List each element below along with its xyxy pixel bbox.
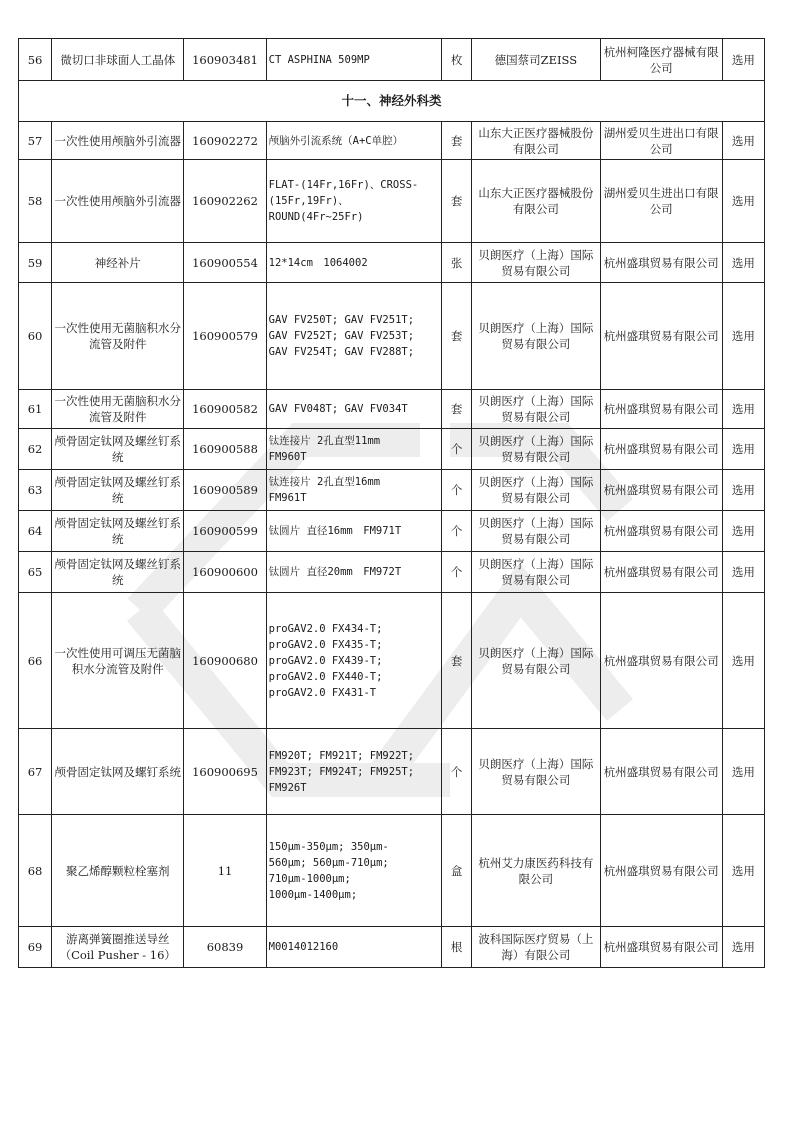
cell-maker: 贝朗医疗（上海）国际贸易有限公司 bbox=[472, 429, 600, 470]
cell-spec: proGAV2.0 FX434-T; proGAV2.0 FX435-T; proGAV2.0 FX439-T; proGAV2.0 FX440-T; proGAV2.0 FX431-T bbox=[266, 593, 441, 729]
table-row bbox=[19, 283, 765, 390]
cell-name: 颅骨固定钛网及螺丝钉系统 bbox=[52, 470, 184, 511]
section-title: 十一、神经外科类 bbox=[19, 81, 765, 122]
cell-maker: 贝朗医疗（上海）国际贸易有限公司 bbox=[472, 552, 600, 593]
table-row bbox=[19, 593, 765, 729]
table-row bbox=[19, 470, 765, 511]
cell-name: 聚乙烯醇颗粒栓塞剂 bbox=[52, 815, 184, 927]
cell-maker: 贝朗医疗（上海）国际贸易有限公司 bbox=[472, 470, 600, 511]
cell-maker: 贝朗医疗（上海）国际贸易有限公司 bbox=[472, 283, 600, 390]
cell-no: 68 bbox=[19, 815, 52, 927]
cell-code: 160902272 bbox=[184, 122, 266, 160]
cell-unit: 个 bbox=[442, 511, 472, 552]
cell-maker: 波科国际医疗贸易（上海）有限公司 bbox=[472, 927, 600, 968]
cell-code: 160900599 bbox=[184, 511, 266, 552]
cell-code: 160900695 bbox=[184, 729, 266, 815]
cell-no: 57 bbox=[19, 122, 52, 160]
cell-spec: GAV FV250T; GAV FV251T; GAV FV252T; GAV FV253T; GAV FV254T; GAV FV288T; bbox=[266, 283, 441, 390]
cell-spec: 钛圆片 直径20mm FM972T bbox=[266, 552, 441, 593]
cell-spec: GAV FV048T; GAV FV034T bbox=[266, 390, 441, 429]
cell-maker: 德国蔡司ZEISS bbox=[472, 39, 600, 81]
cell-type: 选用 bbox=[722, 243, 764, 283]
cell-type: 选用 bbox=[722, 390, 764, 429]
cell-code: 160900579 bbox=[184, 283, 266, 390]
cell-name: 一次性使用颅脑外引流器 bbox=[52, 160, 184, 243]
cell-no: 56 bbox=[19, 39, 52, 81]
cell-type: 选用 bbox=[722, 552, 764, 593]
table-row bbox=[19, 390, 765, 429]
table-row bbox=[19, 815, 765, 927]
cell-type: 选用 bbox=[722, 470, 764, 511]
section-row bbox=[19, 81, 765, 122]
cell-spec: M0014012160 bbox=[266, 927, 441, 968]
cell-name: 一次性使用无菌脑积水分流管及附件 bbox=[52, 390, 184, 429]
cell-no: 61 bbox=[19, 390, 52, 429]
consumables-table bbox=[18, 38, 765, 968]
cell-no: 67 bbox=[19, 729, 52, 815]
cell-spec: 钛圆片 直径16mm FM971T bbox=[266, 511, 441, 552]
cell-dist: 杭州盛琪贸易有限公司 bbox=[600, 593, 722, 729]
cell-maker: 贝朗医疗（上海）国际贸易有限公司 bbox=[472, 243, 600, 283]
cell-dist: 杭州盛琪贸易有限公司 bbox=[600, 243, 722, 283]
cell-spec: 钛连接片 2孔直型16mm FM961T bbox=[266, 470, 441, 511]
cell-unit: 套 bbox=[442, 122, 472, 160]
cell-name: 颅骨固定钛网及螺丝钉系统 bbox=[52, 511, 184, 552]
cell-code: 11 bbox=[184, 815, 266, 927]
cell-dist: 杭州盛琪贸易有限公司 bbox=[600, 511, 722, 552]
cell-maker: 贝朗医疗（上海）国际贸易有限公司 bbox=[472, 593, 600, 729]
cell-dist: 杭州盛琪贸易有限公司 bbox=[600, 552, 722, 593]
cell-dist: 杭州盛琪贸易有限公司 bbox=[600, 429, 722, 470]
cell-dist: 湖州爱贝生进出口有限公司 bbox=[600, 160, 722, 243]
cell-spec: 钛连接片 2孔直型11mm FM960T bbox=[266, 429, 441, 470]
cell-dist: 杭州盛琪贸易有限公司 bbox=[600, 729, 722, 815]
cell-dist: 杭州盛琪贸易有限公司 bbox=[600, 927, 722, 968]
table-row bbox=[19, 160, 765, 243]
cell-name: 一次性使用颅脑外引流器 bbox=[52, 122, 184, 160]
cell-spec: CT ASPHINA 509MP bbox=[266, 39, 441, 81]
cell-type: 选用 bbox=[722, 122, 764, 160]
cell-dist: 杭州盛琪贸易有限公司 bbox=[600, 283, 722, 390]
cell-type: 选用 bbox=[722, 39, 764, 81]
table-row bbox=[19, 122, 765, 160]
cell-unit: 套 bbox=[442, 390, 472, 429]
cell-no: 65 bbox=[19, 552, 52, 593]
cell-no: 64 bbox=[19, 511, 52, 552]
cell-maker: 贝朗医疗（上海）国际贸易有限公司 bbox=[472, 729, 600, 815]
cell-spec: 12*14cm 1064002 bbox=[266, 243, 441, 283]
cell-name: 游离弹簧圈推送导丝（Coil Pusher - 16） bbox=[52, 927, 184, 968]
cell-unit: 个 bbox=[442, 429, 472, 470]
table-row bbox=[19, 729, 765, 815]
cell-type: 选用 bbox=[722, 927, 764, 968]
cell-name: 颅骨固定钛网及螺丝钉系统 bbox=[52, 429, 184, 470]
cell-no: 60 bbox=[19, 283, 52, 390]
cell-dist: 杭州柯隆医疗器械有限公司 bbox=[600, 39, 722, 81]
cell-no: 69 bbox=[19, 927, 52, 968]
cell-no: 59 bbox=[19, 243, 52, 283]
cell-unit: 盒 bbox=[442, 815, 472, 927]
cell-unit: 根 bbox=[442, 927, 472, 968]
cell-type: 选用 bbox=[722, 429, 764, 470]
table-row bbox=[19, 927, 765, 968]
cell-maker: 山东大正医疗器械股份有限公司 bbox=[472, 122, 600, 160]
cell-name: 微切口非球面人工晶体 bbox=[52, 39, 184, 81]
cell-spec: 150μm-350μm; 350μm- 560μm; 560μm-710μm; 710μm-1000μm; 1000μm-1400μm; bbox=[266, 815, 441, 927]
cell-unit: 个 bbox=[442, 470, 472, 511]
cell-unit: 套 bbox=[442, 593, 472, 729]
table-row bbox=[19, 39, 765, 81]
cell-spec: 颅脑外引流系统（A+C单腔） bbox=[266, 122, 441, 160]
cell-unit: 套 bbox=[442, 283, 472, 390]
cell-code: 160900554 bbox=[184, 243, 266, 283]
cell-no: 63 bbox=[19, 470, 52, 511]
cell-unit: 个 bbox=[442, 729, 472, 815]
cell-no: 62 bbox=[19, 429, 52, 470]
cell-code: 60839 bbox=[184, 927, 266, 968]
cell-spec: FM920T; FM921T; FM922T; FM923T; FM924T; FM925T; FM926T bbox=[266, 729, 441, 815]
cell-type: 选用 bbox=[722, 593, 764, 729]
cell-unit: 套 bbox=[442, 160, 472, 243]
cell-type: 选用 bbox=[722, 283, 764, 390]
cell-code: 160900600 bbox=[184, 552, 266, 593]
cell-type: 选用 bbox=[722, 729, 764, 815]
cell-code: 160900589 bbox=[184, 470, 266, 511]
cell-dist: 杭州盛琪贸易有限公司 bbox=[600, 815, 722, 927]
cell-code: 160902262 bbox=[184, 160, 266, 243]
cell-unit: 张 bbox=[442, 243, 472, 283]
cell-unit: 个 bbox=[442, 552, 472, 593]
cell-maker: 杭州艾力康医药科技有限公司 bbox=[472, 815, 600, 927]
cell-code: 160900588 bbox=[184, 429, 266, 470]
cell-no: 66 bbox=[19, 593, 52, 729]
cell-no: 58 bbox=[19, 160, 52, 243]
cell-maker: 贝朗医疗（上海）国际贸易有限公司 bbox=[472, 390, 600, 429]
cell-name: 颅骨固定钛网及螺钉系统 bbox=[52, 729, 184, 815]
cell-type: 选用 bbox=[722, 815, 764, 927]
cell-code: 160900582 bbox=[184, 390, 266, 429]
table-row bbox=[19, 511, 765, 552]
cell-type: 选用 bbox=[722, 160, 764, 243]
cell-code: 160900680 bbox=[184, 593, 266, 729]
table-row bbox=[19, 429, 765, 470]
cell-unit: 枚 bbox=[442, 39, 472, 81]
cell-name: 颅骨固定钛网及螺丝钉系统 bbox=[52, 552, 184, 593]
cell-dist: 杭州盛琪贸易有限公司 bbox=[600, 390, 722, 429]
cell-type: 选用 bbox=[722, 511, 764, 552]
cell-dist: 杭州盛琪贸易有限公司 bbox=[600, 470, 722, 511]
cell-code: 160903481 bbox=[184, 39, 266, 81]
cell-name: 一次性使用无菌脑积水分流管及附件 bbox=[52, 283, 184, 390]
cell-maker: 山东大正医疗器械股份有限公司 bbox=[472, 160, 600, 243]
cell-maker: 贝朗医疗（上海）国际贸易有限公司 bbox=[472, 511, 600, 552]
cell-name: 神经补片 bbox=[52, 243, 184, 283]
cell-spec: FLAT-(14Fr,16Fr)、CROSS-(15Fr,19Fr)、 ROUND(4Fr~25Fr) bbox=[266, 160, 441, 243]
table-row bbox=[19, 552, 765, 593]
cell-name: 一次性使用可调压无菌脑积水分流管及附件 bbox=[52, 593, 184, 729]
cell-dist: 湖州爱贝生进出口有限公司 bbox=[600, 122, 722, 160]
table-row bbox=[19, 243, 765, 283]
